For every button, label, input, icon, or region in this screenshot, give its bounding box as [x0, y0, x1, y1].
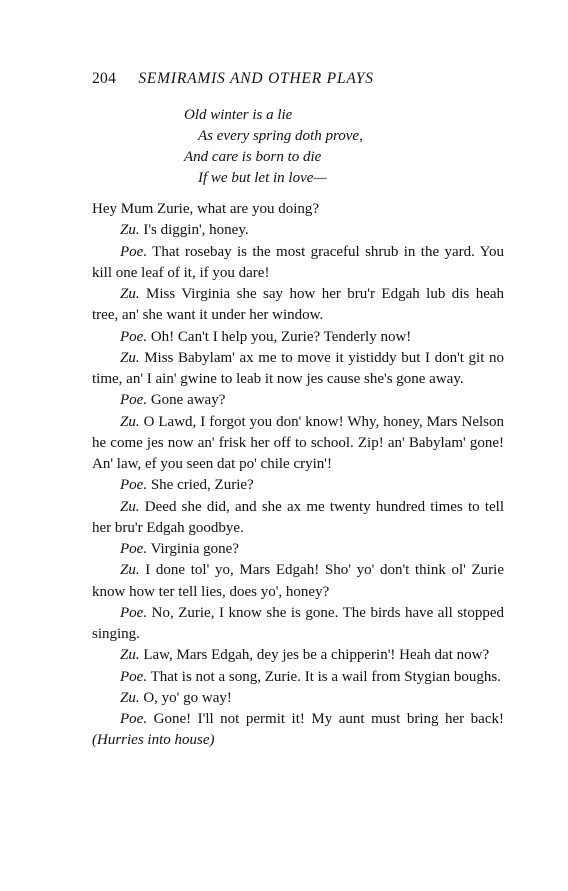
verse-line: Old winter is a lie — [184, 107, 293, 123]
speech-text: Miss Babylam' ax me to move it yistiddy but I don't git no time, an' I ain' gwine to leab it now jes cause she's gone away. — [92, 349, 504, 387]
speech-text: Hey Mum Zurie, what are you doing? — [92, 201, 320, 217]
speaker-name: Poe. — [120, 604, 148, 621]
dialogue-line — [92, 199, 504, 220]
speaker-name: Zu. — [120, 689, 140, 706]
speech-text: I's diggin', honey. — [143, 222, 249, 239]
speech-text: I done tol' yo, Mars Edgah! Sho' yo' don't think ol' Zurie know how ter tell lies, does yo', honey? — [92, 562, 505, 600]
dialogue-line — [92, 412, 504, 476]
speech-text: Oh! Can't I help you, Zurie? Tenderly now! — [150, 328, 412, 345]
verse-line: As every spring doth prove, — [198, 128, 363, 144]
dialogue-line — [92, 709, 504, 752]
stage-direction: (Hurries into house) — [92, 732, 215, 749]
dialogue-line — [92, 348, 504, 391]
speaker-name: Zu. — [120, 349, 140, 366]
dialogue-line — [92, 242, 504, 285]
dialogue-line — [92, 645, 504, 666]
speaker-name: Poe. — [120, 243, 148, 260]
speaker-name: Zu. — [120, 562, 140, 579]
running-header — [92, 70, 374, 88]
speaker-name: Zu. — [120, 222, 140, 239]
speaker-name: Poe. — [120, 541, 148, 557]
dialogue-line — [92, 475, 504, 496]
dialogue-line — [92, 667, 504, 688]
speech-text: Virginia gone? — [150, 541, 239, 557]
speaker-name: Poe. — [120, 392, 148, 409]
speech-text: O, yo' go way! — [143, 689, 232, 706]
speaker-name: Poe. — [120, 477, 148, 494]
speaker-name: Zu. — [120, 413, 140, 430]
speaker-name: Poe. — [120, 668, 148, 685]
speech-text: Gone! I'll not permit it! My aunt must bring her back! — [153, 711, 504, 727]
running-title: SEMIRAMIS AND OTHER PLAYS — [138, 70, 374, 87]
verse-line: If we but let in love— — [198, 170, 327, 186]
speech-text: She cried, Zurie? — [150, 477, 254, 494]
speech-text: That rosebay is the most graceful shrub in the yard. You kill one leaf of it, if you dare! — [92, 243, 504, 281]
speech-text: Deed she did, and she ax me twenty hundred times to tell her bru'r Edgah goodbye. — [92, 498, 505, 536]
verse-stanza — [184, 105, 363, 189]
dialogue-line — [92, 327, 504, 348]
dialogue-line — [92, 560, 504, 603]
speaker-name: Zu. — [120, 647, 140, 664]
speaker-name: Poe. — [120, 711, 148, 727]
speech-text: Law, Mars Edgah, dey jes be a chipperin'! Heah dat now? — [143, 647, 490, 664]
dialogue-line — [92, 220, 504, 241]
speech-text: No, Zurie, I know she is gone. The birds have all stopped singing. — [92, 604, 504, 642]
speech-text: That is not a song, Zurie. It is a wail from Stygian boughs. — [150, 668, 501, 685]
speaker-name: Zu. — [120, 498, 140, 515]
dialogue-body — [92, 199, 504, 752]
verse-line: And care is born to die — [184, 149, 322, 165]
dialogue-line — [92, 497, 504, 540]
speech-text: Miss Virginia she say how her bru'r Edgah lub dis heah tree, an' she want it under her window. — [92, 286, 505, 324]
speech-text: Gone away? — [150, 392, 226, 409]
dialogue-line — [92, 390, 504, 411]
speaker-name: Poe. — [120, 328, 148, 345]
dialogue-line — [92, 603, 504, 646]
speech-text: O Lawd, I forgot you don' know! Why, honey, Mars Nelson he come jes now an' frisk her off to school. Zip! an' Babylam' gone! An' law, ef you seen dat po' chile cryin'! — [92, 413, 504, 472]
dialogue-line — [92, 284, 504, 327]
page-number: 204 — [92, 70, 117, 87]
dialogue-line — [92, 539, 504, 560]
speaker-name: Zu. — [120, 286, 140, 302]
dialogue-line — [92, 688, 504, 709]
